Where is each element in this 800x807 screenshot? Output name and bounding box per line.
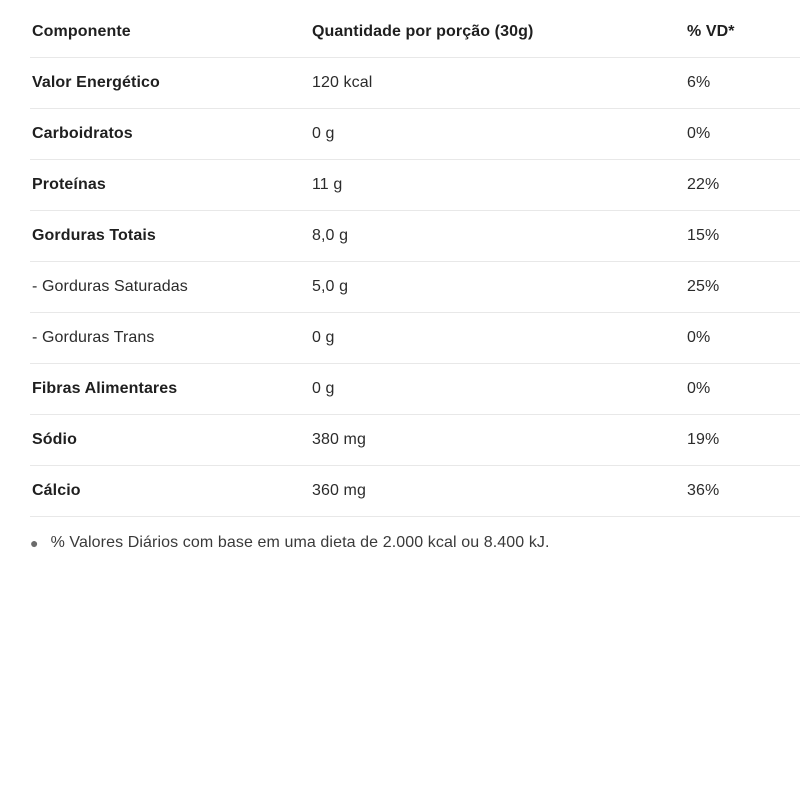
table-row: [30, 415, 800, 466]
column-header-component: Componente: [32, 23, 131, 40]
amount-cell: 5,0 g: [312, 278, 349, 295]
component-cell: Proteínas: [32, 176, 106, 193]
column-header-quantity: Quantidade por porção (30g): [312, 23, 534, 40]
table-header-row: [30, 7, 800, 58]
footnote-text: % Valores Diários com base em uma dieta de 2.000 kcal ou 8.400 kJ.: [50, 534, 550, 551]
vd-cell: 19%: [687, 431, 720, 448]
vd-cell: 15%: [687, 227, 720, 244]
amount-cell: 120 kcal: [312, 74, 373, 91]
vd-cell: 6%: [687, 74, 711, 91]
amount-cell: 8,0 g: [312, 227, 349, 244]
nutrition-table: [30, 7, 800, 517]
component-cell: Valor Energético: [32, 74, 160, 91]
vd-cell: 25%: [687, 278, 720, 295]
amount-cell: 0 g: [312, 380, 335, 397]
amount-cell: 360 mg: [312, 482, 366, 499]
table-row: [30, 262, 800, 313]
vd-cell: 36%: [687, 482, 720, 499]
vd-cell: 0%: [687, 329, 711, 346]
vd-cell: 0%: [687, 380, 711, 397]
table-row: [30, 364, 800, 415]
component-cell: Sódio: [32, 431, 77, 448]
table-row: [30, 313, 800, 364]
amount-cell: 380 mg: [312, 431, 366, 448]
component-cell: Fibras Alimentares: [32, 380, 178, 397]
table-row: [30, 211, 800, 262]
vd-cell: 0%: [687, 125, 711, 142]
column-header-vd: % VD*: [687, 23, 735, 40]
daily-values-footnote: [30, 534, 800, 552]
component-cell: Cálcio: [32, 482, 81, 499]
table-row: [30, 466, 800, 517]
bullet-icon: ●: [30, 535, 39, 551]
component-cell: Gorduras Totais: [32, 227, 156, 244]
table-row: [30, 58, 800, 109]
table-row: [30, 160, 800, 211]
amount-cell: 11 g: [312, 176, 343, 193]
table-body: [30, 58, 800, 517]
amount-cell: 0 g: [312, 329, 335, 346]
component-cell: - Gorduras Saturadas: [32, 278, 188, 295]
component-cell: - Gorduras Trans: [32, 329, 155, 346]
amount-cell: 0 g: [312, 125, 335, 142]
vd-cell: 22%: [687, 176, 720, 193]
table-row: [30, 109, 800, 160]
component-cell: Carboidratos: [32, 125, 133, 142]
